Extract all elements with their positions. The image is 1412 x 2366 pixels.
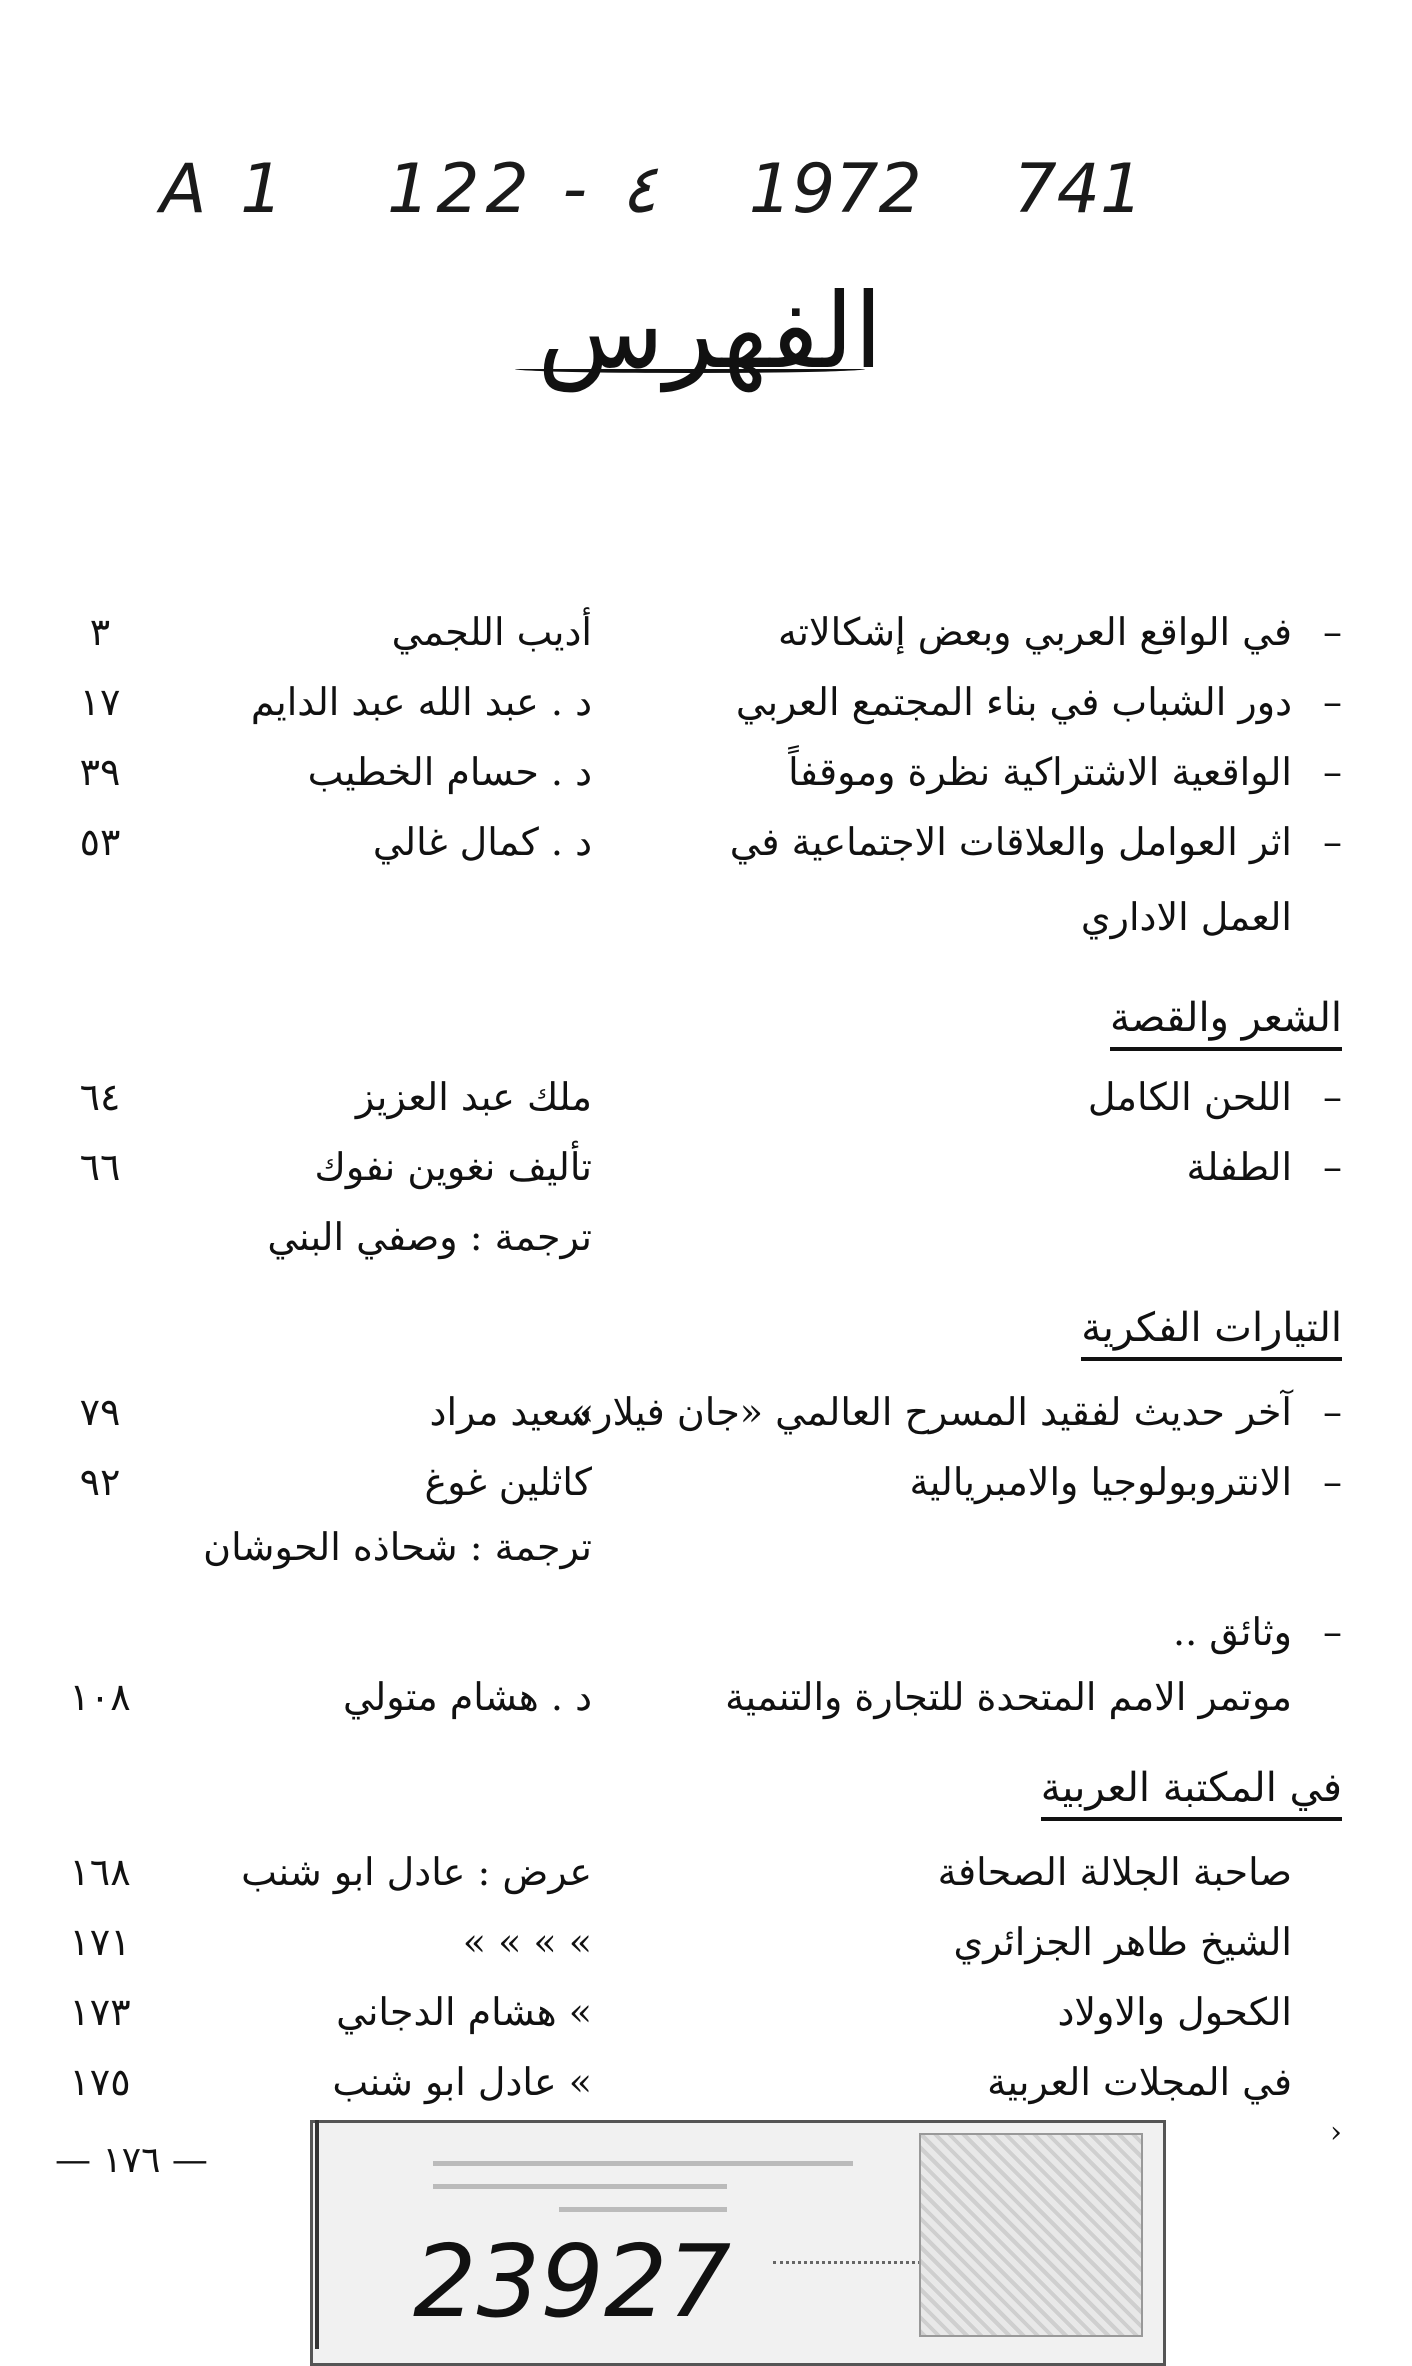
entry-page: ٦٦ (79, 1145, 121, 1189)
catalog-part: A 1 (160, 150, 290, 229)
toc-entry (0, 1990, 1412, 2050)
stamp-edge (315, 2120, 319, 2349)
toc-entry (0, 820, 1412, 880)
entry-page: ١٦٨ (69, 1850, 131, 1894)
entry-page: ٣٩ (79, 750, 121, 794)
catalog-part: 122 - ٤ (387, 150, 658, 229)
entry-author: » هشام الدجاني (336, 1990, 592, 2034)
entry-dash: – (1323, 750, 1342, 794)
toc-entry (0, 1075, 1412, 1135)
entry-dash: – (1323, 1075, 1342, 1119)
entry-dash: – (1323, 1460, 1342, 1504)
catalog-part: 1972 (748, 150, 922, 229)
entry-title: دور الشباب في بناء المجتمع العربي (735, 680, 1292, 724)
entry-title: اثر العوامل والعلاقات الاجتماعية في (729, 820, 1292, 864)
page-title: الفهرس (537, 270, 883, 392)
toc-entry (0, 680, 1412, 740)
entry-dash: – (1323, 1145, 1342, 1189)
entry-title: آخر حديث لفقيد المسرح العالمي «جان فيلار» (570, 1390, 1292, 1434)
entry-title: الكحول والاولاد (1057, 1990, 1292, 2034)
entry-dash: – (1323, 610, 1342, 654)
entry-title: وثائق .. (1172, 1610, 1292, 1654)
entry-title: العمل الاداري (1080, 895, 1292, 939)
entry-title: صاحبة الجلالة الصحافة (937, 1850, 1292, 1894)
entry-author: ترجمة : وصفي البني (267, 1215, 592, 1259)
toc-entry (0, 1920, 1412, 1980)
entry-author: ملك عبد العزيز (355, 1075, 592, 1119)
toc-entry (0, 1610, 1412, 1670)
toc-entry (0, 2060, 1412, 2120)
entry-author: ترجمة : شحاذه الحوشان (203, 1525, 592, 1569)
toc-entry (0, 1675, 1412, 1735)
catalog-part: 741 (1013, 150, 1144, 229)
entry-page: ١٧ (79, 680, 121, 724)
entry-author: » » » » (462, 1920, 592, 1964)
entry-title: في الواقع العربي وبعض إشكالاته (778, 610, 1292, 654)
toc-entry-continuation (0, 895, 1412, 955)
entry-title: اللحن الكامل (1087, 1075, 1292, 1119)
library-stamp (310, 2120, 1166, 2366)
toc-entry (0, 750, 1412, 810)
section-heading-intellectual: التيارات الفكرية (1081, 1305, 1342, 1361)
toc-entry (0, 1390, 1412, 1450)
stamp-seal (919, 2133, 1143, 2337)
entry-dash: – (1323, 820, 1342, 864)
entry-author: تأليف نغوين نفوك (314, 1145, 592, 1189)
entry-page: ١٧٣ (69, 1990, 131, 2034)
catalog-number (160, 150, 1213, 229)
entry-title: الشيخ طاهر الجزائري (953, 1920, 1292, 1964)
entry-author: كاثلين غوغ (424, 1460, 592, 1504)
toc-entry (0, 1145, 1412, 1205)
entry-title: في المجلات العربية (987, 2060, 1292, 2104)
entry-title: الانتروبولوجيا والامبريالية (909, 1460, 1292, 1504)
entry-page: ١٧١ (69, 1920, 131, 1964)
toc-entry-translator (0, 1215, 1412, 1275)
entry-dash: – (1323, 680, 1342, 724)
entry-page: ٧٩ (79, 1390, 121, 1434)
entry-page: ٦٤ (79, 1075, 121, 1119)
toc-entry-translator (0, 1525, 1412, 1585)
entry-page: ١٧٥ (69, 2060, 131, 2104)
entry-dash: – (1323, 1390, 1342, 1434)
entry-title: موتمر الامم المتحدة للتجارة والتنمية (725, 1675, 1292, 1719)
toc-entry (0, 1460, 1412, 1520)
entry-author: أديب اللجمي (391, 610, 592, 654)
entry-dash: – (1323, 1610, 1342, 1654)
entry-page: ٩٢ (79, 1460, 121, 1504)
entry-author: د . هشام متولي (343, 1675, 592, 1719)
entry-title: الطفلة (1186, 1145, 1292, 1189)
page-number: — ١٧٦ — (55, 2140, 208, 2181)
title-underline (515, 365, 865, 373)
entry-page: ١٠٨ (69, 1675, 131, 1719)
margin-mark: › (1330, 2115, 1342, 2150)
entry-author: د . عبد الله عبد الدايم (250, 680, 592, 724)
entry-title: الواقعية الاشتراكية نظرة وموقفاً (788, 750, 1292, 794)
entry-author: عرض : عادل ابو شنب (241, 1850, 592, 1894)
entry-author: د . حسام الخطيب (307, 750, 592, 794)
entry-author: د . كمال غالي (372, 820, 592, 864)
entry-page: ٣ (89, 610, 111, 654)
toc-entry (0, 610, 1412, 670)
entry-author: سعيد مراد (429, 1390, 592, 1434)
section-heading-library: في المكتبة العربية (1041, 1765, 1342, 1821)
toc-entry (0, 1850, 1412, 1910)
stamp-number: 23927 (413, 2223, 732, 2340)
entry-author: » عادل ابو شنب (332, 2060, 592, 2104)
section-heading-poetry: الشعر والقصة (1110, 995, 1342, 1051)
entry-page: ٥٣ (79, 820, 121, 864)
